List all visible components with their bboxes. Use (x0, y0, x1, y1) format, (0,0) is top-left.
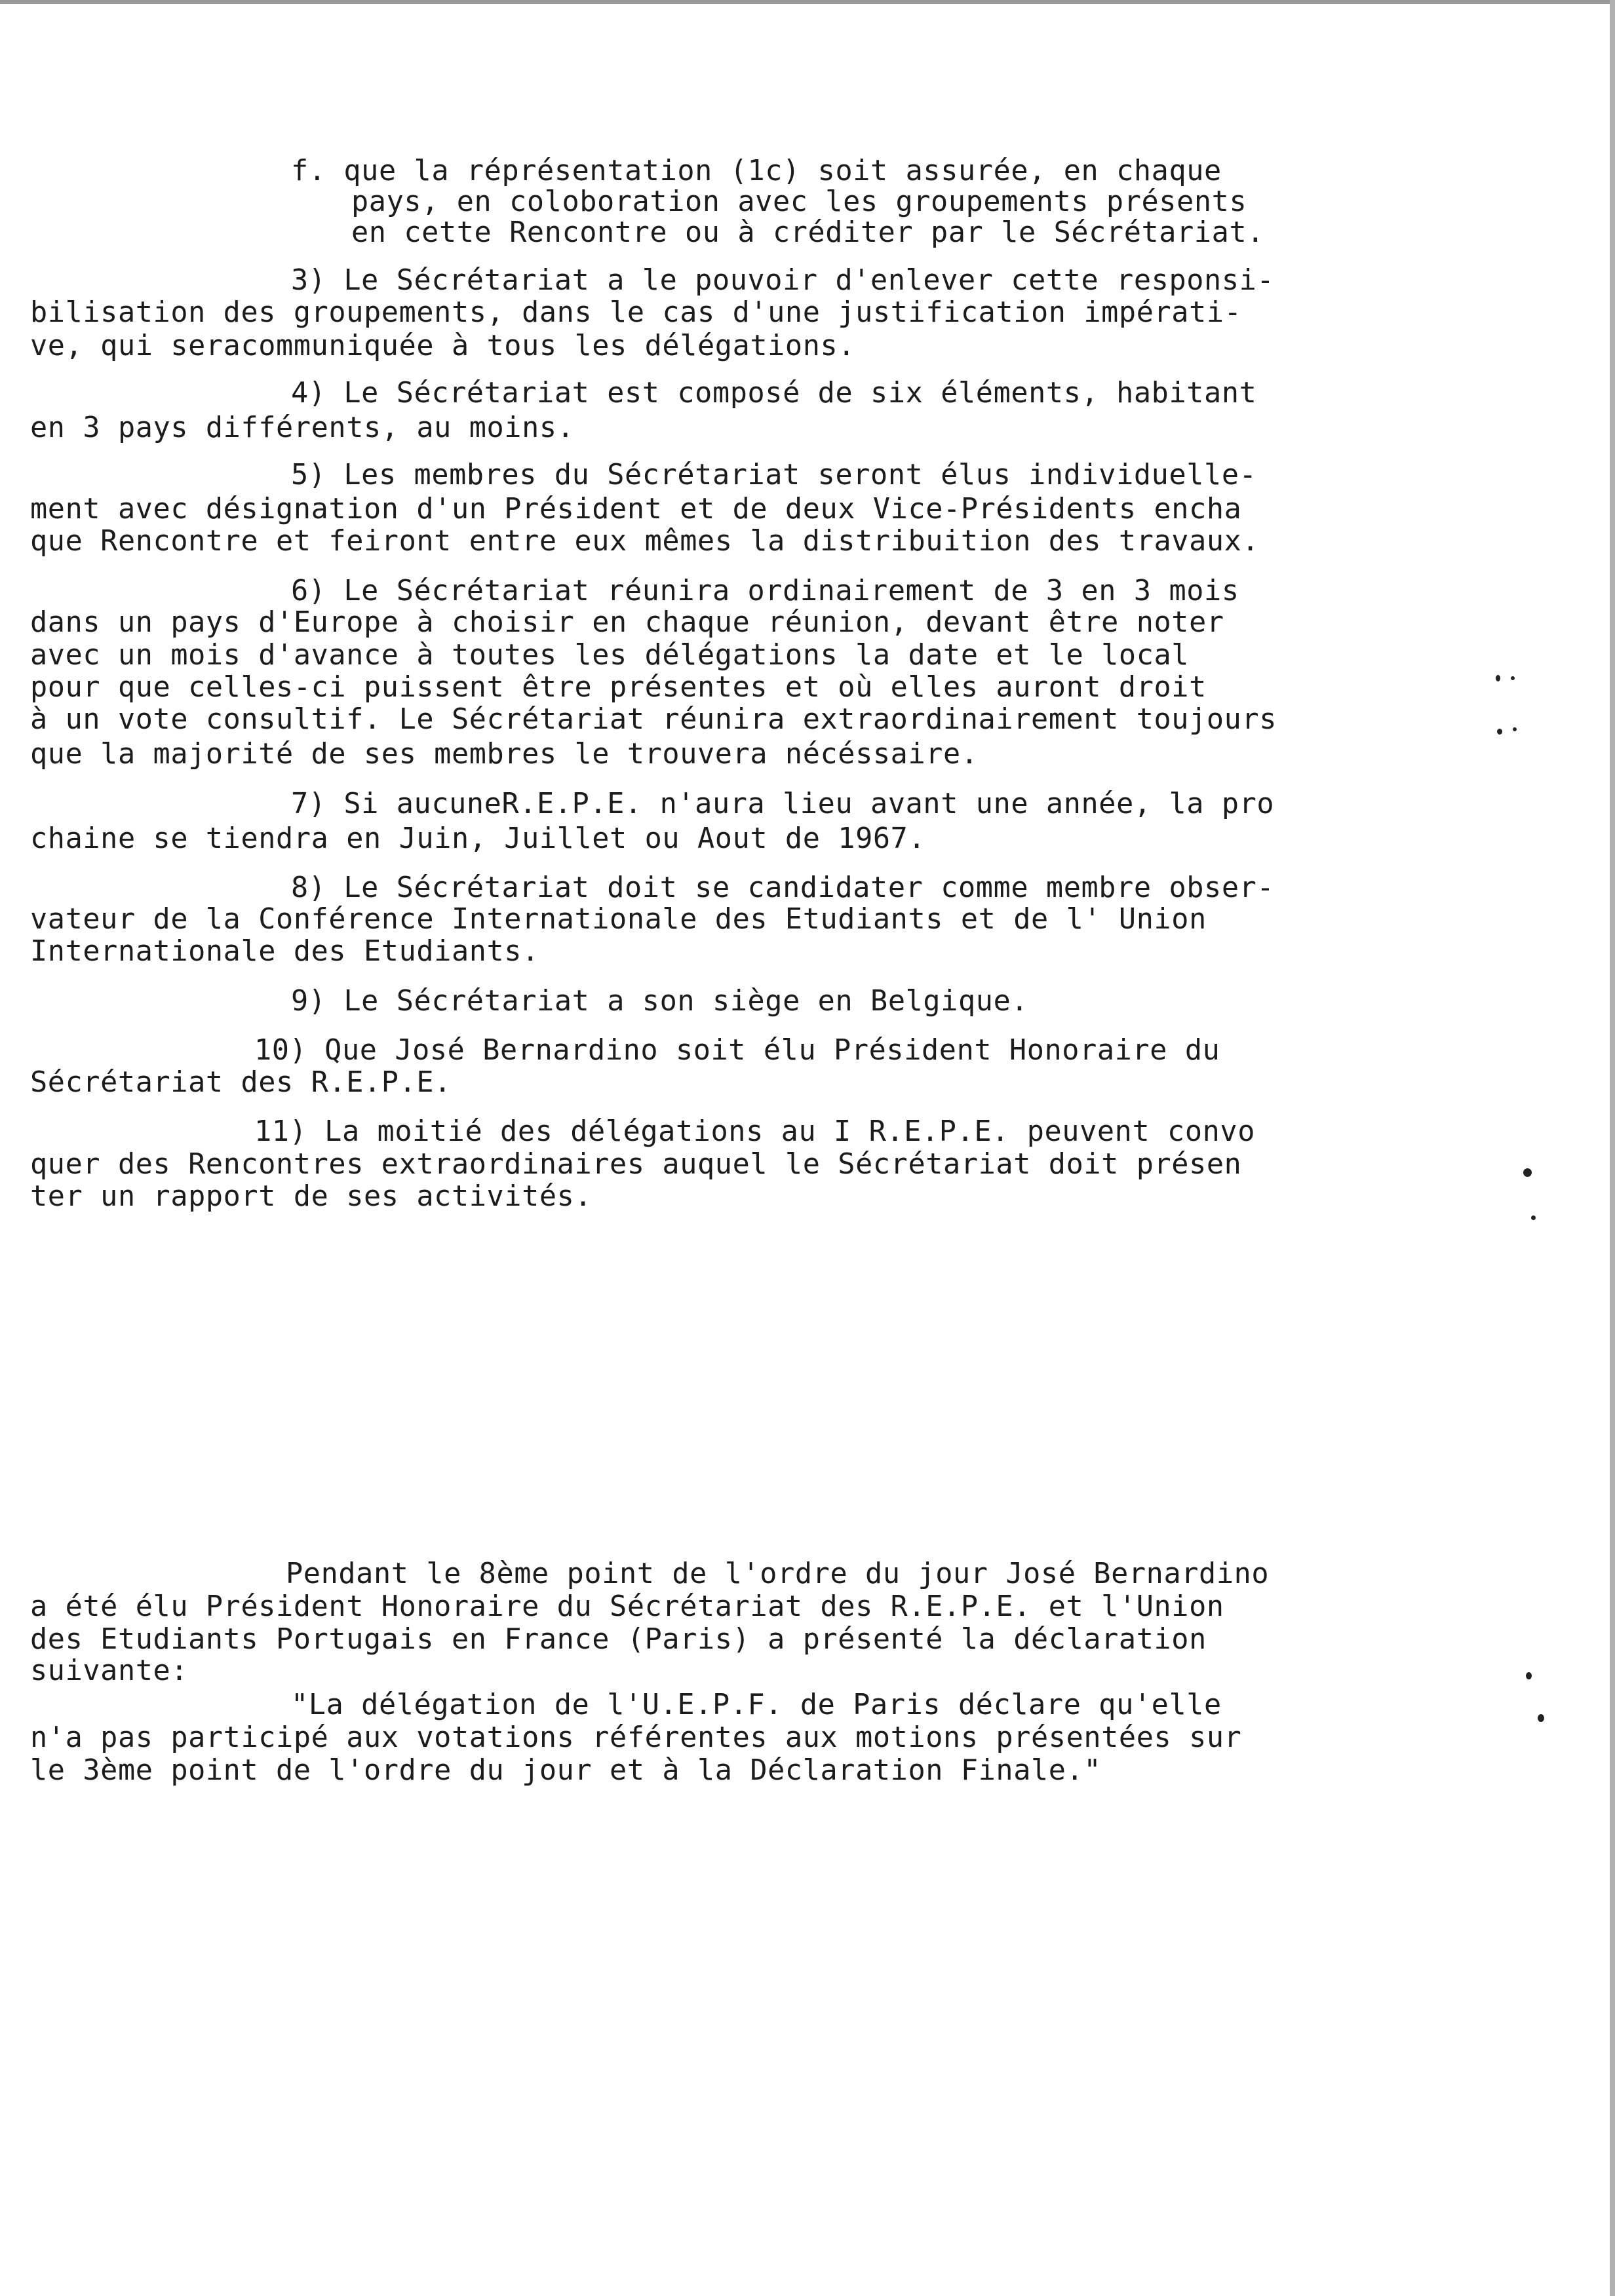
item-f-line-2: pays, en coloboration avec les groupements présents (351, 185, 1247, 218)
item-9-line-1: 9) Le Sécrétariat a son siège en Belgique. (291, 985, 1029, 1018)
statement-line-3: des Etudiants Portugais en France (Paris) a présenté la déclaration (30, 1623, 1207, 1656)
item-3-line-2: bilisation des groupements, dans le cas d'une justification impérati- (30, 296, 1242, 329)
scan-speck (1531, 1215, 1536, 1220)
item-6-line-6: que la majorité de ses membres le trouvera nécéssaire. (30, 738, 979, 771)
item-6-line-2: dans un pays d'Europe à choisir en chaque réunion, devant être noter (30, 606, 1224, 639)
item-6-line-4: pour que celles-ci puissent être présentes et où elles auront droit (30, 671, 1207, 704)
item-5-line-2: ment avec désignation d'un Président et de deux Vice-Présidents encha (30, 493, 1242, 526)
item-7-line-1: 7) Si aucuneR.E.P.E. n'aura lieu avant une année, la pro (291, 788, 1275, 820)
item-4-line-1: 4) Le Sécrétariat est composé de six éléments, habitant (291, 377, 1257, 410)
item-11-line-3: ter un rapport de ses activités. (30, 1180, 593, 1213)
item-4-line-2: en 3 pays différents, au moins. (30, 411, 575, 444)
item-8-line-1: 8) Le Sécrétariat doit se candidater comme membre obser- (291, 871, 1275, 904)
scan-speck (1511, 676, 1515, 680)
item-3-line-1: 3) Le Sécrétariat a le pouvoir d'enlever cette responsi- (291, 264, 1275, 297)
item-f-line-3: en cette Rencontre ou à créditer par le Sécrétariat. (351, 216, 1265, 249)
scan-speck (1538, 1714, 1544, 1722)
item-3-line-3: ve, qui seracommuniquée à tous les délégations. (30, 330, 856, 362)
scan-top-edge (0, 0, 1615, 4)
quote-line-3: le 3ème point de l'ordre du jour et à la Déclaration Finale." (30, 1754, 1102, 1787)
item-10-line-2: Sécrétariat des R.E.P.E. (30, 1066, 452, 1099)
item-11-line-1: 11) La moitié des délégations au I R.E.P.E. peuvent convo (254, 1115, 1255, 1148)
scan-speck (1497, 729, 1502, 735)
quote-line-2: n'a pas participé aux votations référentes aux motions présentées sur (30, 1721, 1242, 1754)
scan-speck (1513, 727, 1517, 731)
scan-speck (1496, 675, 1500, 681)
item-7-line-2: chaine se tiendra en Juin, Juillet ou Aout de 1967. (30, 822, 926, 855)
item-5-line-3: que Rencontre et feiront entre eux mêmes la distribuition des travaux. (30, 525, 1260, 558)
scan-right-edge (1610, 0, 1615, 2296)
item-11-line-2: quer des Rencontres extraordinaires auquel le Sécrétariat doit présen (30, 1148, 1242, 1181)
statement-line-4: suivante: (30, 1655, 189, 1687)
quote-line-1: "La délégation de l'U.E.P.F. de Paris déclare qu'elle (291, 1689, 1222, 1721)
item-6-line-3: avec un mois d'avance à toutes les délégations la date et le local (30, 639, 1190, 672)
item-6-line-1: 6) Le Sécrétariat réunira ordinairement de 3 en 3 mois (291, 575, 1239, 607)
item-6-line-5: à un vote consultif. Le Sécrétariat réunira extraordinairement toujours (30, 703, 1277, 736)
statement-line-1: Pendant le 8ème point de l'ordre du jour José Bernardino (286, 1558, 1270, 1590)
statement-line-2: a été élu Président Honoraire du Sécrétariat des R.E.P.E. et l'Union (30, 1590, 1224, 1623)
item-8-line-2: vateur de la Conférence Internationale des Etudiants et de l' Union (30, 903, 1207, 936)
item-5-line-1: 5) Les membres du Sécrétariat seront élus individuelle- (291, 459, 1257, 491)
item-8-line-3: Internationale des Etudiants. (30, 935, 539, 968)
scan-speck (1526, 1672, 1532, 1679)
item-10-line-1: 10) Que José Bernardino soit élu Président Honoraire du (254, 1034, 1220, 1067)
scan-speck (1523, 1168, 1532, 1177)
item-f-line-1: f. que la réprésentation (1c) soit assurée, en chaque (291, 155, 1222, 187)
